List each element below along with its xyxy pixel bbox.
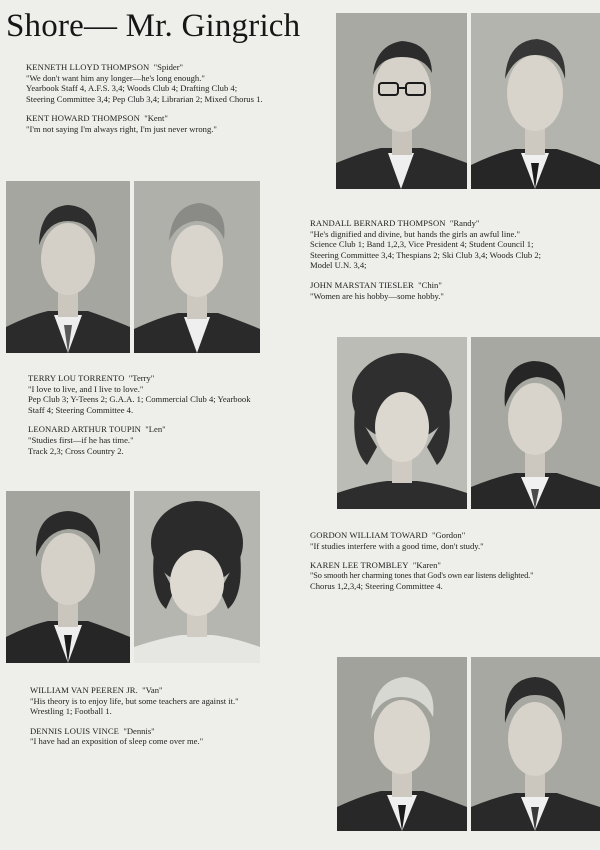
bio-group-1 (26, 62, 316, 142)
student-activities: Track 2,3; Cross Country 2. (28, 445, 124, 456)
bio-group-4 (310, 530, 600, 599)
bio-terry-torrento (28, 373, 318, 415)
portrait-gordon-toward (6, 491, 130, 663)
student-activities: Steering Committee 3,4; Thespians 2; Ski Club 3,4; Woods Club 2; (310, 249, 542, 260)
student-quote: "Studies first—if he has time." (28, 434, 134, 445)
student-name: JOHN MARSTAN TIESLER (310, 279, 414, 290)
student-name: TERRY LOU TORRENTO (28, 373, 125, 383)
student-activities: Model U.N. 3,4; (310, 260, 367, 271)
student-name: LEONARD ARTHUR TOUPIN (28, 424, 141, 435)
portrait-kenneth-thompson (336, 13, 467, 189)
student-quote: "His theory is to enjoy life, but some teachers are against it." (30, 695, 239, 706)
student-nickname: "Karen" (412, 560, 441, 571)
student-activities: Staff 4; Steering Committee 4. (28, 404, 134, 415)
bio-kent-thompson (26, 113, 316, 134)
student-activities: Chorus 1,2,3,4; Steering Committee 4. (310, 581, 443, 592)
bio-karen-trombley (310, 560, 600, 592)
portrait-leonard-toupin (471, 337, 600, 509)
bio-leonard-toupin (28, 424, 318, 456)
student-activities: Wrestling 1; Football 1. (30, 706, 112, 717)
student-name: GORDON WILLIAM TOWARD (310, 530, 428, 540)
student-quote: "So smooth her charming tones that God's own ear listens delighted." (310, 570, 534, 580)
student-activities: Pep Club 3; Y-Teens 2; G.A.A. 1; Commercial Club 4; Yearbook (28, 394, 251, 405)
student-activities: Science Club 1; Band 1,2,3, Vice President 4; Student Council 1; (310, 239, 534, 250)
student-name: KENNETH LLOYD THOMPSON (26, 62, 150, 72)
portrait-william-van-peeren (337, 657, 467, 831)
bio-randall-thompson (310, 218, 598, 271)
student-quote: "I love to live, and I live to love." (28, 383, 144, 394)
student-activities: Yearbook Staff 4, A.F.S. 3,4; Woods Club 4; Drafting Club 4; (26, 83, 238, 94)
student-quote: "If studies interfere with a good time, don't study." (310, 540, 484, 551)
student-nickname: "Randy" (449, 218, 480, 228)
bio-group-2 (310, 218, 598, 308)
student-nickname: "Spider" (153, 62, 184, 72)
student-name: WILLIAM VAN PEEREN JR. (30, 685, 138, 695)
bio-group-3 (28, 373, 318, 463)
bio-kenneth-thompson (26, 62, 316, 104)
bio-john-tiesler (310, 280, 598, 301)
student-quote: "I'm not saying I'm always right, I'm just never wrong." (26, 123, 217, 134)
student-nickname: "Chin" (418, 279, 442, 290)
bio-group-5 (30, 685, 320, 754)
page-title: Shore— Mr. Gingrich (6, 8, 301, 44)
student-quote: "I have had an exposition of sleep come over me." (30, 736, 204, 747)
portrait-karen-trombley (134, 491, 260, 663)
portrait-dennis-vince (471, 657, 600, 831)
student-nickname: "Van" (142, 685, 163, 695)
portrait-john-tiesler (134, 181, 260, 353)
bio-gordon-toward (310, 530, 600, 551)
student-nickname: "Len" (145, 424, 166, 435)
portrait-kent-thompson (471, 13, 600, 189)
student-activities: Steering Committee 3,4; Pep Club 3,4; Librarian 2; Mixed Chorus 1. (26, 93, 263, 104)
student-quote: "Women are his hobby—some hobby." (310, 290, 444, 301)
student-name: KAREN LEE TROMBLEY (310, 560, 409, 571)
student-quote: "He's dignified and divine, but hands the girls an awful line." (310, 228, 520, 239)
student-name: KENT HOWARD THOMPSON (26, 113, 140, 124)
portrait-randall-thompson (6, 181, 130, 353)
portrait-terry-torrento (337, 337, 467, 509)
bio-william-van-peeren (30, 685, 320, 717)
student-nickname: "Gordon" (431, 530, 466, 540)
bio-dennis-vince (30, 726, 320, 747)
student-quote: "We don't want him any longer—he's long enough." (26, 72, 205, 83)
student-nickname: "Kent" (144, 113, 168, 124)
student-nickname: "Dennis" (123, 725, 155, 736)
student-name: DENNIS LOUIS VINCE (30, 725, 120, 736)
student-name: RANDALL BERNARD THOMPSON (310, 218, 446, 228)
student-nickname: "Terry" (128, 373, 155, 383)
